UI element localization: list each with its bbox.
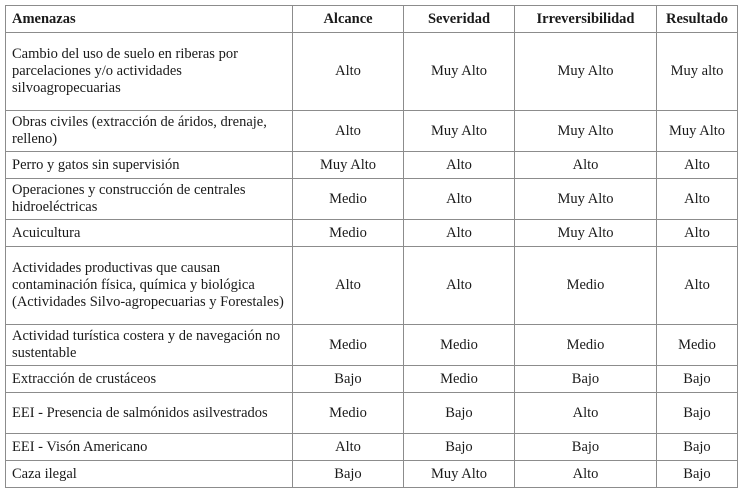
cell-resultado: Alto bbox=[657, 220, 738, 247]
cell-severidad: Muy Alto bbox=[404, 111, 515, 152]
cell-resultado: Bajo bbox=[657, 434, 738, 461]
cell-irreversibilidad: Muy Alto bbox=[515, 33, 657, 111]
cell-severidad: Muy Alto bbox=[404, 461, 515, 488]
header-amenazas: Amenazas bbox=[6, 6, 293, 33]
header-row bbox=[6, 6, 738, 33]
cell-amenaza: Cambio del uso de suelo en riberas por parcelaciones y/o actividades silvoagropecuarias bbox=[6, 33, 293, 111]
cell-severidad: Medio bbox=[404, 366, 515, 393]
cell-irreversibilidad: Bajo bbox=[515, 434, 657, 461]
cell-amenaza: EEI - Visón Americano bbox=[6, 434, 293, 461]
cell-resultado: Muy alto bbox=[657, 33, 738, 111]
cell-alcance: Medio bbox=[293, 393, 404, 434]
cell-alcance: Medio bbox=[293, 179, 404, 220]
cell-severidad: Bajo bbox=[404, 434, 515, 461]
cell-irreversibilidad: Alto bbox=[515, 393, 657, 434]
cell-resultado: Bajo bbox=[657, 393, 738, 434]
table-row bbox=[6, 393, 738, 434]
cell-amenaza: Caza ilegal bbox=[6, 461, 293, 488]
cell-irreversibilidad: Alto bbox=[515, 461, 657, 488]
cell-resultado: Alto bbox=[657, 152, 738, 179]
header-alcance: Alcance bbox=[293, 6, 404, 33]
table-row bbox=[6, 325, 738, 366]
header-irreversibilidad: Irreversibilidad bbox=[515, 6, 657, 33]
header-severidad: Severidad bbox=[404, 6, 515, 33]
cell-amenaza: Actividad turística costera y de navegación no sustentable bbox=[6, 325, 293, 366]
cell-alcance: Medio bbox=[293, 220, 404, 247]
cell-amenaza: Acuicultura bbox=[6, 220, 293, 247]
cell-amenaza: Extracción de crustáceos bbox=[6, 366, 293, 393]
cell-alcance: Bajo bbox=[293, 461, 404, 488]
cell-alcance: Alto bbox=[293, 434, 404, 461]
table-row bbox=[6, 111, 738, 152]
cell-severidad: Alto bbox=[404, 220, 515, 247]
cell-resultado: Medio bbox=[657, 325, 738, 366]
threats-table bbox=[5, 5, 738, 488]
cell-severidad: Alto bbox=[404, 179, 515, 220]
cell-alcance: Muy Alto bbox=[293, 152, 404, 179]
cell-irreversibilidad: Muy Alto bbox=[515, 179, 657, 220]
cell-severidad: Alto bbox=[404, 152, 515, 179]
cell-amenaza: Operaciones y construcción de centrales hidroeléctricas bbox=[6, 179, 293, 220]
table-row bbox=[6, 152, 738, 179]
cell-irreversibilidad: Muy Alto bbox=[515, 111, 657, 152]
table-row bbox=[6, 461, 738, 488]
cell-severidad: Medio bbox=[404, 325, 515, 366]
cell-irreversibilidad: Alto bbox=[515, 152, 657, 179]
cell-amenaza: Obras civiles (extracción de áridos, drenaje, relleno) bbox=[6, 111, 293, 152]
header-resultado: Resultado bbox=[657, 6, 738, 33]
cell-amenaza: EEI - Presencia de salmónidos asilvestrados bbox=[6, 393, 293, 434]
table-row bbox=[6, 33, 738, 111]
table-row bbox=[6, 247, 738, 325]
cell-alcance: Alto bbox=[293, 247, 404, 325]
cell-alcance: Alto bbox=[293, 111, 404, 152]
cell-amenaza: Perro y gatos sin supervisión bbox=[6, 152, 293, 179]
cell-resultado: Bajo bbox=[657, 461, 738, 488]
table-row bbox=[6, 179, 738, 220]
cell-amenaza: Actividades productivas que causan contaminación física, química y biológica (Actividades Silvo-agropecuarias y Forestales) bbox=[6, 247, 293, 325]
table-row bbox=[6, 220, 738, 247]
cell-resultado: Alto bbox=[657, 179, 738, 220]
cell-irreversibilidad: Bajo bbox=[515, 366, 657, 393]
cell-irreversibilidad: Muy Alto bbox=[515, 220, 657, 247]
table-row bbox=[6, 366, 738, 393]
cell-alcance: Medio bbox=[293, 325, 404, 366]
cell-alcance: Bajo bbox=[293, 366, 404, 393]
cell-severidad: Bajo bbox=[404, 393, 515, 434]
table-row bbox=[6, 434, 738, 461]
cell-resultado: Alto bbox=[657, 247, 738, 325]
cell-irreversibilidad: Medio bbox=[515, 325, 657, 366]
cell-irreversibilidad: Medio bbox=[515, 247, 657, 325]
cell-severidad: Alto bbox=[404, 247, 515, 325]
cell-severidad: Muy Alto bbox=[404, 33, 515, 111]
cell-resultado: Bajo bbox=[657, 366, 738, 393]
cell-resultado: Muy Alto bbox=[657, 111, 738, 152]
cell-alcance: Alto bbox=[293, 33, 404, 111]
